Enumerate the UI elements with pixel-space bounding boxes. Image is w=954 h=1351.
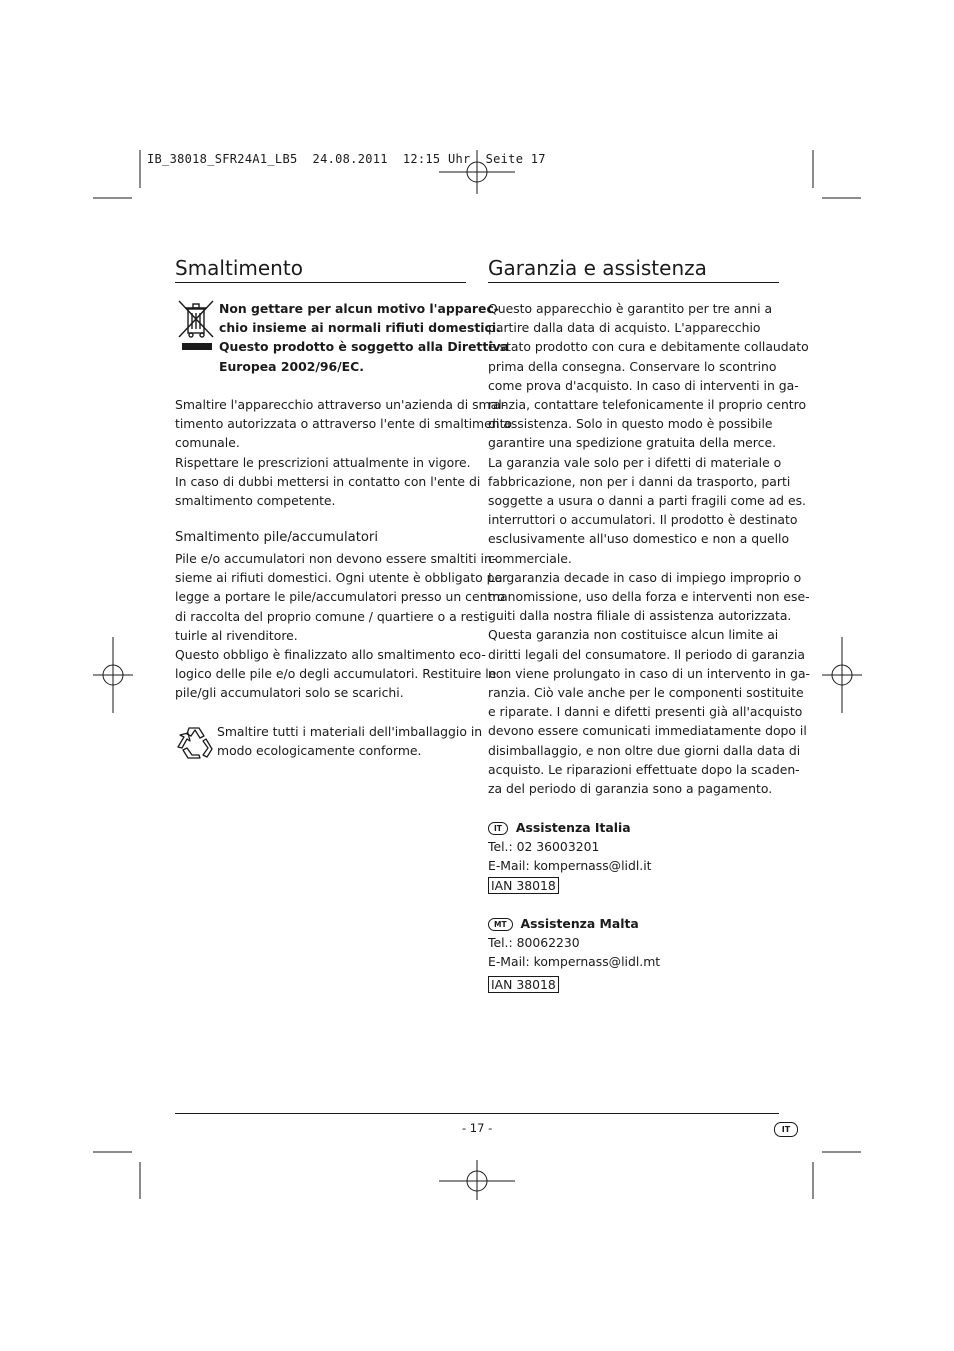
footer-lang-badge: IT (774, 1122, 798, 1137)
service-malta (488, 914, 660, 994)
battery-heading: Smaltimento pile/accumulatori (175, 530, 379, 545)
malta-email: E-Mail: kompernass@lidl.mt (488, 954, 661, 970)
recycle-icon (175, 724, 215, 760)
malta-heading: Assistenza Malta (520, 916, 639, 931)
italy-email: E-Mail: kompernass@lidl.it (488, 858, 652, 874)
italy-badge: IT (488, 822, 508, 835)
italy-heading: Assistenza Italia (515, 820, 631, 835)
warranty-paragraph: Questo apparecchio è garantito per tre anni a partire dalla data di acquisto. L'apparecchio è stato prodotto con cura e debitamente collaudato prima della consegna. Conservare lo scontrino come prova d'acquisto. In caso di interventi in ga- ranzia, contattare telefonicamente il proprio centro di assistenza. Solo in questo modo è possibile garantire una spedizione gratuita della merce. La garanzia vale solo per i difetti di materiale o fabbricazione, non per i danni da trasporto, parti soggette a usura o danni a parti fragili come ad es. interruttori o accumulatori. Il prodotto è destinato esclusivamente all'uso domestico e non a quello commerciale. La garanzia decade in caso di impiego improprio o manomissione, uso della forza e interventi non ese- guiti dalla nostra filiale di assistenza autorizzata. Questa garanzia non costituisce alcun limite ai diritti legali del consumatore. Il periodo di garanzia non viene prolungato in caso di un intervento in ga- ranzia. Ciò vale anche per le componenti sostituite e riparate. I danni e difetti presenti già all'acquisto devono essere comunicati immediatamente dopo il disimballaggio, e non oltre due giorni dalla data di acquisto. Le riparazioni effettuate dopo la scaden- za del periodo di garanzia sono a pagamento. (488, 301, 811, 797)
page-number: - 17 - (462, 1121, 493, 1135)
battery-paragraph: Pile e/o accumulatori non devono essere smaltiti in- sieme ai rifiuti domestici. Ogni utente è obbligato per legge a portare le pile/accumulatori presso un centro di raccolta del proprio comune / quartiere o a resti- tuirle al rivenditore. Questo obbligo è finalizzato allo smaltimento eco- logico delle pile e/o degli accumulatori. Restituire le pile/gli accumulatori solo se scarichi. (175, 551, 508, 701)
left-title-rule (175, 282, 466, 283)
left-title: Smaltimento (175, 256, 303, 280)
weee-notice: Non gettare per alcun motivo l'apparec- chio insieme ai normali rifiuti domestici. Questo prodotto è soggetto alla Direttiva Europea 2002/96/EC. (219, 301, 509, 374)
footer-rule (175, 1113, 779, 1114)
italy-ian-box: IAN 38018 (488, 877, 559, 894)
right-title-rule (488, 282, 779, 283)
malta-tel: Tel.: 80062230 (488, 935, 580, 951)
right-title: Garanzia e assistenza (488, 256, 707, 280)
malta-badge: MT (488, 918, 513, 931)
packaging-paragraph: Smaltire tutti i materiali dell'imballaggio in modo ecologicamente conforme. (217, 724, 483, 759)
service-italy (488, 818, 652, 895)
disposal-paragraph: Smaltire l'apparecchio attraverso un'azienda di smal- timento autorizzata o attraverso l'ente di smaltimento comunale. Rispettare le prescrizioni attualmente in vigore. In caso di dubbi mettersi in contatto con l'ente di smaltimento competente. (175, 397, 513, 509)
italy-tel: Tel.: 02 36003201 (488, 839, 600, 855)
print-header: IB_38018_SFR24A1_LB5 24.08.2011 12:15 Uhr Seite 17 (147, 152, 546, 166)
malta-ian-box: IAN 38018 (488, 976, 559, 993)
crossed-bin-icon (177, 299, 217, 351)
